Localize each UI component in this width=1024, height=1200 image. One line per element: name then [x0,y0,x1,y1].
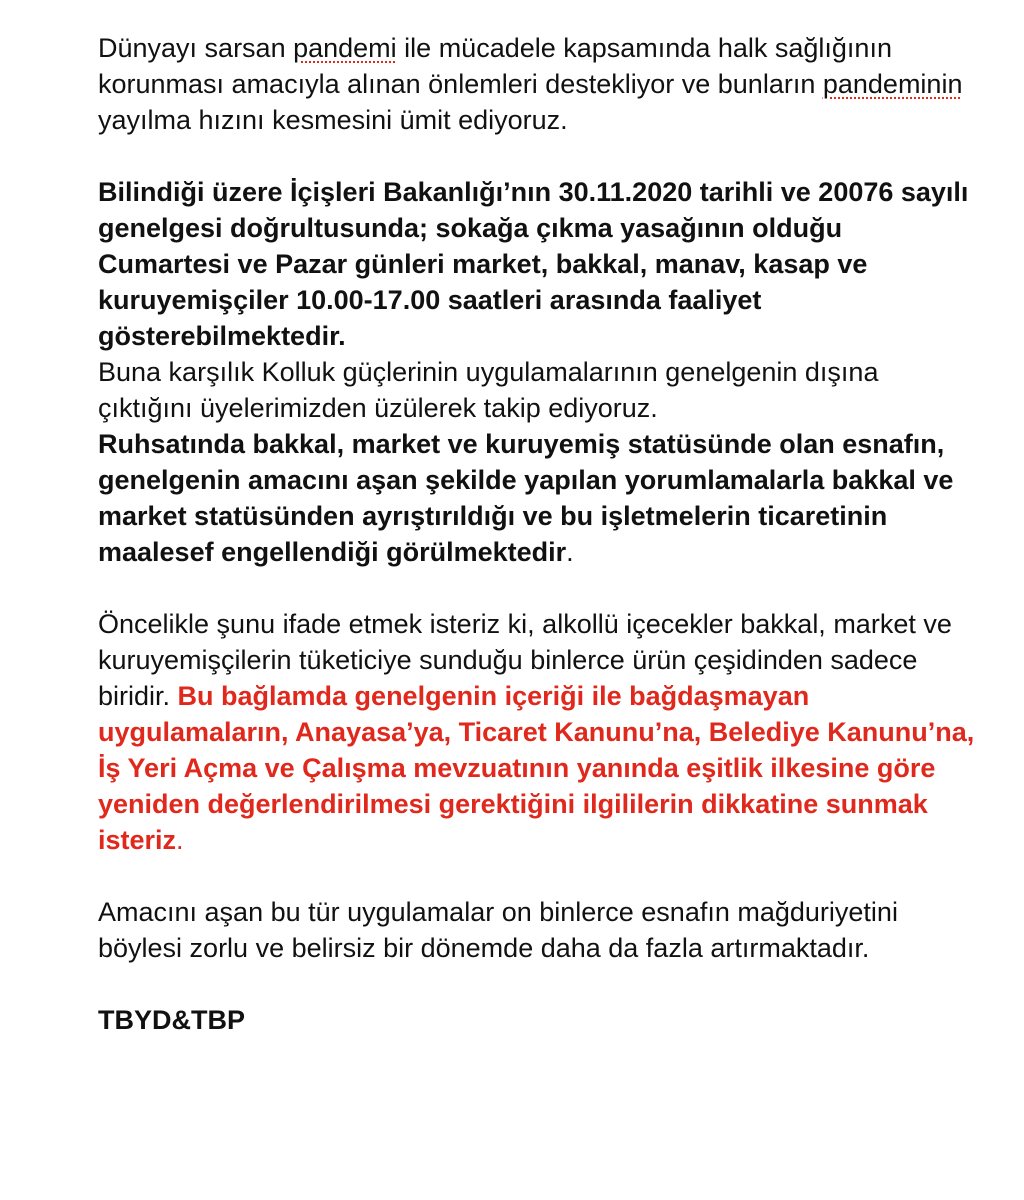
circular-bold-text: Bilindiği üzere İçişleri Bakanlığı’nın 30.11.2020 tarihli ve 20076 sayılı genelgesi doğrultusunda; sokağa çıkma yasağının olduğu Cumartesi ve Pazar günleri market, bakkal, manav, kasap ve kuruyemişçiler 10.00-17.00 saatleri arasında faaliyet gösterebilmektedir. [98,177,969,351]
paragraph-intro [98,30,978,138]
statement-document [98,30,978,1038]
signature: TBYD&TBP [98,1005,245,1035]
legal-review-end-period: . [176,825,184,855]
intro-text-3: yayılma hızını kesmesini ümit ediyoruz. [98,105,568,135]
intro-text-2: ile mücadele kapsamında halk sağlığının korunması amacıyla alınan önlemleri destekliyor ve bunların [98,33,892,99]
legal-review-red-text: Bu bağlamda genelgenin içeriği ile bağdaşmayan uygulamaların, Anayasa’ya, Ticaret Kanunu’na, Belediye Kanunu’na, İş Yeri Açma ve Çalışma mevzuatının yanında eşitlik ilkesine göre yeniden değerlendirilmesi gerektiğini ilgililerin dikkatine sunmak isteriz [98,681,975,855]
intro-text-1: Dünyayı sarsan [98,33,294,63]
circular-end-period: . [566,537,574,567]
paragraph-spacer [98,966,978,1002]
paragraph-circular [98,174,978,570]
paragraph-spacer [98,858,978,894]
grievance-text: Amacını aşan bu tür uygulamalar on binlerce esnafın mağduriyetini böylesi zorlu ve belirsiz bir dönemde daha da fazla artırmaktadır. [98,897,898,963]
spellcheck-word-pandemi: pandemi [293,33,397,63]
alcohol-products-text: Öncelikle şunu ifade etmek isteriz ki, alkollü içecekler bakkal, market ve kuruyemişçilerin tüketiciye sunduğu binlerce ürün çeşidinden sadece biridir. [98,609,952,711]
license-status-bold-text: Ruhsatında bakkal, market ve kuruyemiş statüsünde olan esnafın, genelgenin amacını aşan şekilde yapılan yorumlamalarla bakkal ve market statüsünden ayrıştırıldığı ve bu işletmelerin ticaretinin maalesef engellendiği görülmektedir [98,429,954,567]
paragraph-grievance [98,894,978,966]
spellcheck-word-pandeminin: pandeminin [822,69,963,99]
paragraph-spacer [98,138,978,174]
police-practice-text: Buna karşılık Kolluk güçlerinin uygulamalarının genelgenin dışına çıktığını üyelerimizden üzülerek takip ediyoruz. [98,357,879,423]
paragraph-alcohol [98,606,978,858]
paragraph-spacer [98,570,978,606]
